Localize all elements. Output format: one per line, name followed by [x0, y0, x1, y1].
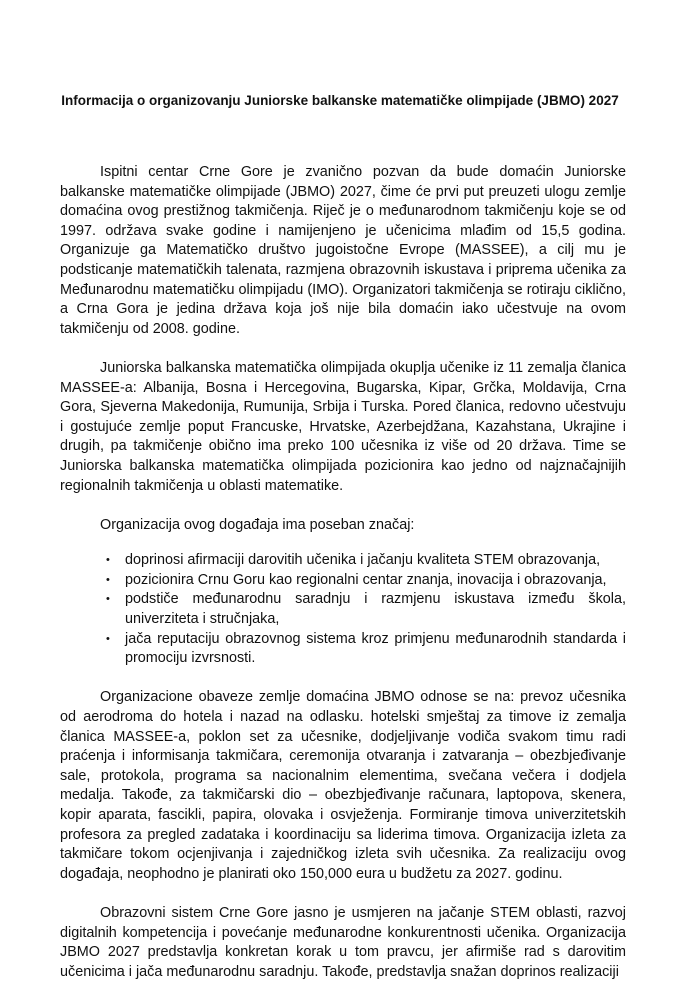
list-item-text: doprinosi afirmaciji darovitih učenika i jačanju kvaliteta STEM obrazovanja,	[125, 552, 601, 569]
list-item	[106, 571, 626, 591]
paragraph-significance-lead: Organizacija ovog događaja ima poseban značaj:	[100, 516, 415, 533]
list-item-text: podstiče međunarodnu saradnju i razmjenu iskustava između škola, univerziteta i stručnjaka,	[125, 591, 626, 628]
list-item	[106, 590, 626, 629]
bullet-icon: •	[106, 632, 110, 645]
list-item-text: jača reputaciju obrazovnog sistema kroz primjenu međunarodnih standarda i promociju izvrsnosti.	[125, 630, 626, 667]
paragraph-education-system: Obrazovni sistem Crne Gore jasno je usmjeren na jačanje STEM oblasti, razvoj digitalnih kompetencija i povećanje međunarodne konkurentnosti učenika. Organizacija JBMO 2027 predstavlja konkretan korak u tom pravcu, jer afirmiše rad s darovitim učenicima i jača međunarodnu saradnju. Takođe, predstavlja snažan doprinos realizaciji	[60, 904, 626, 980]
document-body	[60, 163, 626, 1002]
list-item-text: pozicionira Crnu Goru kao regionalni centar znanja, inovacija i obrazovanja,	[125, 571, 607, 588]
significance-list	[60, 551, 626, 669]
list-item	[106, 630, 626, 669]
bullet-icon: •	[106, 573, 110, 586]
bullet-icon: •	[106, 554, 110, 567]
paragraph-obligations: Organizacione obaveze zemlje domaćina JBMO odnose se na: prevoz učesnika od aerodroma do hotela i nazad na odlasku. hotelski smještaj za timove iz zemalja članica MASSEE-a, poklon set za učesnike, dodjeljivanje vodiča svakom timu radi praćenja i informisanja takmičara, ceremonija otvaranja i zatvaranja – obezbjeđivanje sale, protokola, programa sa nacionalnim elementima, svečana večera i dodjela medalja. Takođe, za takmičarski dio – obezbjeđivanje računara, laptopova, skenera, kopir aparata, fascikli, papira, olovaka i osvježenja. Formiranje timova univerzitetskih profesora za pregled zadataka i koordinaciju sa liderima timova. Organizacija izleta za takmičare tokom ocjenjivanja i zajedničkog izleta svih učesnika. Za realizaciju ovog događaja, neophodno je planirati oko 150,000 eura u budžetu za 2027. godinu.	[60, 689, 626, 882]
list-item	[106, 551, 626, 571]
bullet-icon: •	[106, 593, 110, 606]
paragraph-participants: Juniorska balkanska matematička olimpijada okuplja učenike iz 11 zemalja članica MASSEE-a: Albanija, Bosna i Hercegovina, Bugarska, Kipar, Grčka, Moldavija, Crna Gora, Sjeverna Makedonija, Rumunija, Srbija i Turska. Pored članica, redovno učestvuju i gostujuće zemlje poput Francuske, Hrvatske, Azerbejdžana, Kazahstana, Ukrajine i drugih, pa takmičenje obično ima preko 100 učesnika iz više od 20 država. Time se Juniorska balkanska matematička olimpijada pozicionira kao jedno od najznačajnijih regionalnih takmičenja u oblasti matematike.	[60, 359, 626, 494]
document-title: Informacija o organizovanju Juniorske balkanske matematičke olimpijade (JBMO) 2027	[61, 93, 619, 108]
paragraph-intro: Ispitni centar Crne Gore je zvanično pozvan da bude domaćin Juniorske balkanske matematičke olimpijade (JBMO) 2027, čime će prvi put preuzeti ulogu zemlje domaćina ovog prestižnog takmičenja. Riječ je o međunarodnom takmičenju koje se od 1997. održava svake godine i namijenjeno je učenicima mlađim od 15,5 godina. Organizuje ga Matematičko društvo jugoistočne Evrope (MASSEE), a cilj mu je podsticanje matematičkih talenata, razmjena obrazovnih iskustava i priprema učenika za Međunarodnu matematičku olimpijadu (IMO). Organizatori takmičenja se rotiraju ciklično, a Crna Gora je jedina država koja još nije bila domaćin iako učestvuje na ovom takmičenju od 2008. godine.	[60, 164, 626, 337]
